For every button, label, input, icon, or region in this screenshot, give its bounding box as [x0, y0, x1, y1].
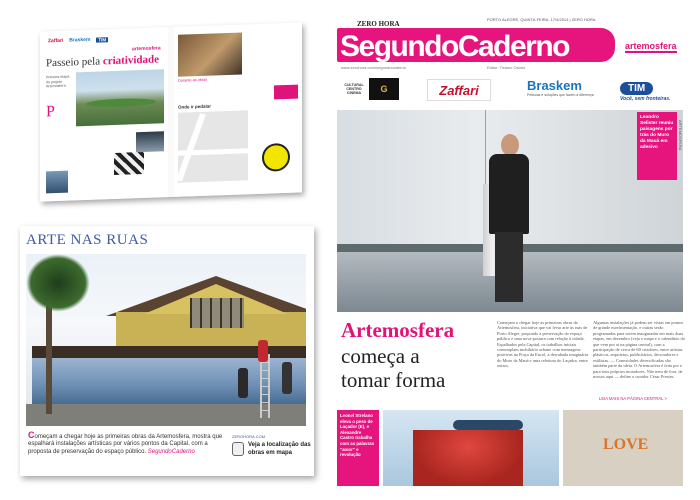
love-text: LOVE — [603, 436, 649, 453]
worker-standing-1 — [238, 368, 248, 398]
lede-signature: SegundoCaderno — [147, 448, 195, 455]
masthead: SegundoCaderno — [340, 30, 570, 63]
spread-photo-bottom — [46, 171, 68, 194]
artist-body — [489, 154, 529, 234]
magazine-spread — [40, 22, 302, 201]
spread-photo-people — [136, 131, 164, 152]
headline-plain: Passeio pela — [46, 55, 103, 70]
tim-badge: TIM — [620, 82, 653, 95]
spread-left-page — [40, 27, 168, 201]
kicker: ZERO HORA — [357, 20, 400, 28]
sponsor-bar — [337, 74, 687, 106]
garden-hedge — [86, 98, 156, 108]
spread-photo-workers — [178, 33, 242, 77]
dropcap-p: P — [46, 103, 55, 121]
lede-text — [28, 432, 228, 456]
photo-caption: Leandro Selister reuniu paisagens por trás do Muro da Mauá em adesivo — [640, 115, 674, 150]
spread-headline — [46, 53, 159, 69]
yellow-circle-badge — [262, 143, 290, 172]
tim-tag: Você, sem fronteiras. — [620, 96, 671, 102]
sponsor-cinema-logo: G — [369, 78, 399, 100]
spread-photo-chess — [114, 152, 144, 175]
bottom-caption-box — [337, 410, 379, 486]
sponsor-tim: TIM — [98, 36, 107, 43]
photo-caption-box — [637, 112, 677, 180]
sponsor-strip — [48, 33, 163, 45]
more-link[interactable]: LEIA MAIS NA PÁGINA CENTRAL > — [599, 396, 667, 401]
lacador-photo — [383, 410, 559, 486]
body-para-3: — Conexidades diversificadas são também parte da ideia. O Artemosfera é feita por e para seus próprios moradores. Não nem de fora, de nossos aqui — define o curador César Prestes. — [593, 357, 683, 380]
map-road — [176, 113, 206, 181]
side-label: ARTEMOSFERA — [678, 120, 683, 151]
spread-right-page — [174, 22, 302, 196]
main-photo — [337, 110, 683, 312]
spread-map — [178, 110, 248, 182]
sponsor-braskem: Braskem — [69, 36, 91, 44]
body-para-2: Algumas instalações já podem ser vistas em pontos de grande movimentação, e outras serão programadas para serem inauguradas em mais duas etapas, em dezembro (veja o mapa e o calendário do que vem por aí na página central), com a participação de cerca de 60 criadores, entre artistas plásticos, arquitetos, publicitários, decoradores e estilistas. — [593, 320, 685, 363]
worker-standing-2 — [282, 362, 292, 394]
lede-dropcap: C — [28, 430, 35, 440]
sponsor-zaffari: Zaffari — [48, 37, 64, 45]
pointing-hand-icon — [232, 442, 244, 456]
headline-1: Artemosfera — [341, 318, 455, 342]
masthead-brand: artemosfera — [625, 41, 677, 51]
body-para-1: Começam a chegar hoje as primeiras obras da Artemosfera, iniciativa que vai levar arte às ruas de Porto Alegre, propondo a preservação do espaço público e uma nova postura com relação à cidade. Espalhados pela Capital, os trabalhos iniciais contemplam mobiliário urbano com mensagens positivas na Praça da Encol, a derrubada imaginária do Muro da Mauá e uma releitura do Laçador, entre outros. — [497, 320, 588, 369]
spread-brand: artemosfera — [132, 45, 161, 53]
artist-legs — [495, 232, 523, 302]
bottom-photo-strip — [337, 410, 683, 486]
url-line[interactable]: www.zerohora.com/segundocaderno — [341, 65, 406, 70]
statue-red — [413, 430, 523, 486]
facade-window — [190, 298, 244, 328]
headline-2: começa a — [341, 344, 420, 368]
right-section-label: Onde ir pedalar — [178, 103, 212, 110]
photo-caption-right: Durante as obras — [178, 77, 208, 83]
ladder — [260, 354, 270, 418]
zaffari-text: Zaffari — [439, 82, 479, 98]
lede-body: omeçam a chegar hoje as primeiras obras da Artemosfera, mostra que espalhará instalações artísticas por vários pontos da Capital, com a proposta de preservação do espaço público. — [28, 434, 223, 455]
map-road-2 — [178, 148, 248, 155]
airplane — [453, 420, 523, 430]
sponsor-zaffari-logo — [427, 79, 491, 101]
braskem-text: Braskem — [527, 78, 582, 93]
dateline: PORTO ALEGRE, QUINTA-FEIRA, 17/4/2014 | ZERO HORA — [487, 17, 596, 22]
newspaper-page — [337, 4, 687, 494]
arte-nas-ruas-page — [20, 226, 314, 476]
editor-line: Editor: Ticiano Osório — [487, 65, 526, 70]
worker-on-ladder — [258, 340, 268, 362]
sponsor-cultural: CULTURAL CENTRO CINEMA — [344, 83, 364, 95]
sponsor-braskem-logo — [527, 78, 599, 104]
headline-3: tomar forma — [341, 368, 446, 392]
body-column-2 — [593, 320, 685, 406]
link-label[interactable]: ZEROHORA.COM — [232, 434, 266, 439]
love-photo — [563, 410, 683, 486]
section-title: ARTE NAS RUAS — [26, 232, 149, 248]
palm-fronds — [26, 254, 90, 312]
body-column-1 — [497, 320, 589, 406]
sponsor-tim-logo — [620, 78, 682, 104]
spread-photo-garden — [76, 69, 164, 126]
pink-callout — [274, 85, 298, 100]
artist-head — [501, 134, 519, 156]
photo-caption-left: Primeira etapa do projeto Artemosfera — [46, 74, 70, 89]
map-cta[interactable]: Veja a localização das obras em mapa — [248, 442, 311, 456]
bottom-caption: Leonel Strelano eleva o peso de Laçador (E), e Alexandre Castro trabalha com as palavras "amor" e revolução — [340, 413, 375, 458]
headline-accent: criatividade — [102, 53, 160, 68]
braskem-tag: Pessoas e soluções que fazem a diferença — [527, 93, 594, 97]
street-art-photo — [26, 254, 306, 426]
